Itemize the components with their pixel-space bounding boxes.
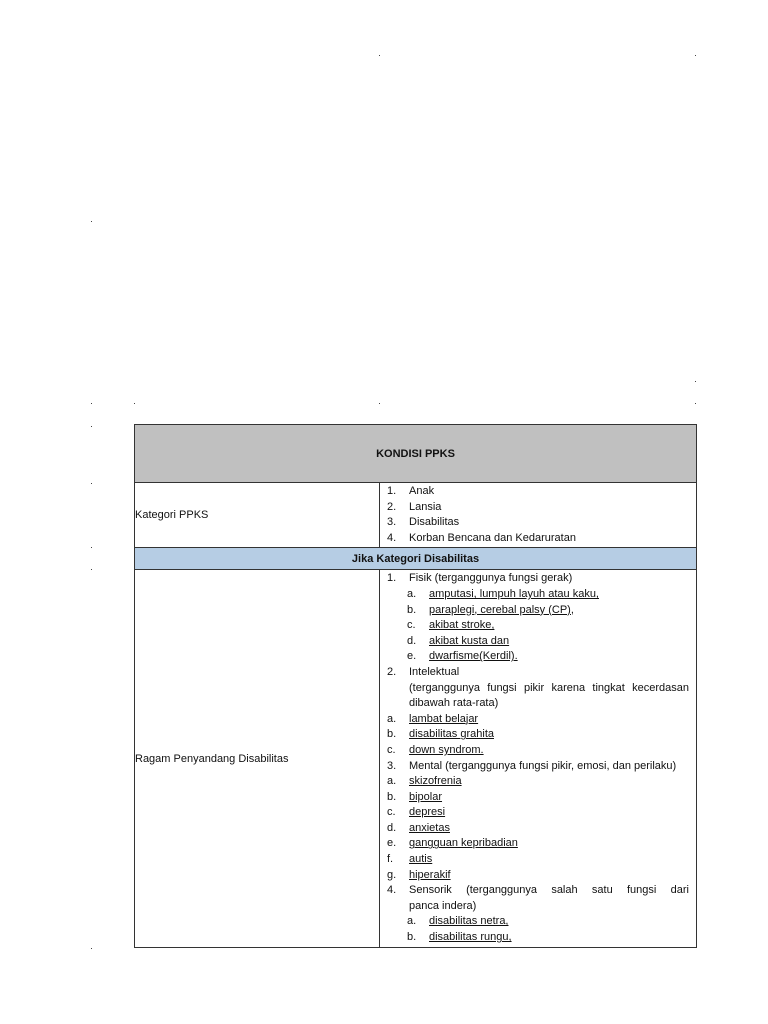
list-item: e. dwarfisme(Kerdil). (407, 650, 518, 663)
list-item: b. paraplegi, cerebal palsy (CP), (407, 603, 574, 616)
stray-mark (91, 403, 92, 404)
list-item: c. akibat stroke, (407, 619, 495, 632)
stray-mark (695, 403, 696, 404)
group-description: (terganggunya fungsi pikir karena tingkat kecerdasan dibawah rata-rata) (409, 681, 690, 710)
list-item: d. akibat kusta dan (407, 634, 510, 647)
stray-mark (134, 403, 135, 404)
list-item: 2. Lansia (387, 500, 442, 513)
group-title: 1. Fisik (terganggunya fungsi gerak) (387, 572, 573, 585)
list-item: 3. Disabilitas (387, 516, 460, 529)
list-item: e. gangguan kepribadian (387, 837, 518, 850)
table-title: KONDISI PPKS (135, 425, 697, 483)
list-item: g. hiperakif (387, 868, 451, 881)
section-title: Jika Kategori Disabilitas (135, 548, 697, 570)
group-title-cont: panca indera) (409, 899, 477, 912)
stray-mark (91, 426, 92, 427)
stray-mark (91, 948, 92, 949)
stray-mark (91, 221, 92, 222)
stray-mark (695, 381, 696, 382)
stray-mark (91, 569, 92, 570)
list-item: a. disabilitas netra, (407, 915, 509, 928)
list-item: b. bipolar (387, 790, 443, 803)
kondisi-ppks-table (134, 424, 697, 948)
list-item: f. autis (387, 853, 433, 866)
stray-mark (695, 55, 696, 56)
list-item: a. amputasi, lumpuh layuh atau kaku, (407, 587, 599, 600)
ragam-list (380, 570, 697, 947)
list-item: a. skizofrenia (387, 775, 462, 788)
list-item: 1. Anak (387, 485, 435, 497)
group-title: 2. Intelektual (387, 665, 460, 678)
list-item: d. anxietas (387, 821, 450, 834)
stray-mark (91, 547, 92, 548)
list-item: c. down syndrom. (387, 743, 484, 756)
stray-mark (379, 403, 380, 404)
list-item: b. disabilitas rungu, (407, 931, 512, 944)
kategori-list (380, 483, 697, 548)
list-item: b. disabilitas grahita (387, 728, 494, 741)
group-title: 4. Sensorik (terganggunya salah satu fungsi dari (387, 884, 689, 897)
kategori-label: Kategori PPKS (135, 483, 380, 548)
stray-mark (91, 483, 92, 484)
stray-mark (379, 55, 380, 56)
list-item: a. lambat belajar (387, 712, 479, 725)
group-title: 3. Mental (terganggunya fungsi pikir, emosi, dan perilaku) (387, 759, 677, 772)
list-item: 4. Korban Bencana dan Kedaruratan (387, 531, 576, 544)
list-item: c. depresi (387, 806, 446, 819)
ragam-label: Ragam Penyandang Disabilitas (135, 570, 380, 947)
